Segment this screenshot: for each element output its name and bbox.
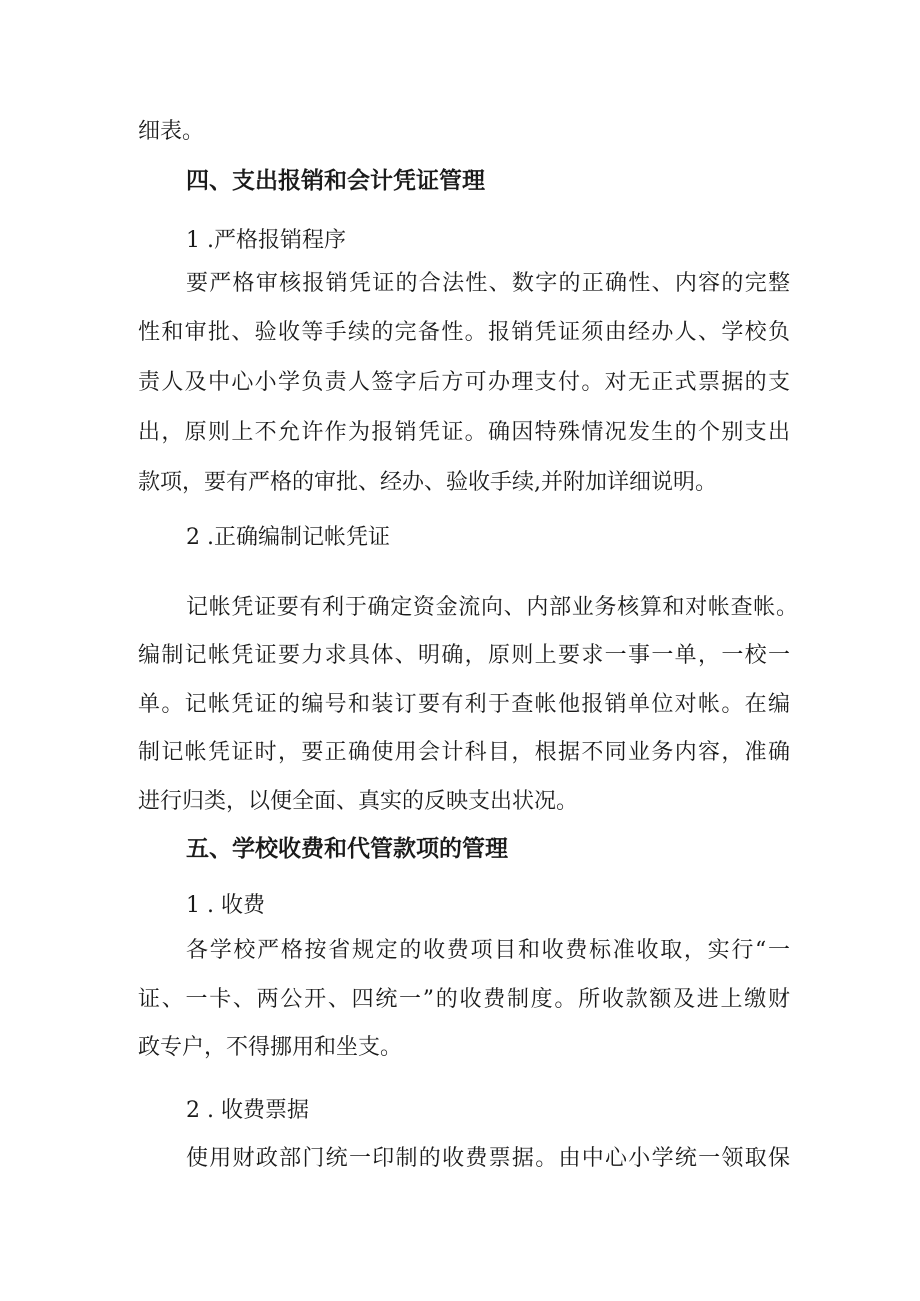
text-line: 记帐凭证要有利于确定资金流向、内部业务核算和对帐查帐。 [186,595,798,620]
subsection-heading: 1 . 收费 [186,893,265,918]
text-line: 款项，要有严格的审批、经办、验收手续,并附加详细说明。 [138,470,717,495]
text-line: 性和审批、验收等手续的完备性。报销凭证须由经办人、学校负 [138,320,790,345]
text-line: 要严格审核报销凭证的合法性、数字的正确性、内容的完整 [186,271,790,296]
text-line: 出，原则上不允许作为报销凭证。确因特殊情况发生的个别支出 [138,420,790,445]
section-heading: 四、支出报销和会计凭证管理 [186,168,485,194]
text-line: 单。记帐凭证的编号和装订要有利于查帐他报销单位对帐。在编 [138,692,790,717]
text-line: 编制记帐凭证要力求具体、明确，原则上要求一事一单，一校一 [138,643,790,668]
text-line: 制记帐凭证时，要正确使用会计科目，根据不同业务内容，准确 [138,740,790,765]
subsection-heading: 2 . 收费票据 [186,1098,309,1123]
section-heading: 五、学校收费和代管款项的管理 [186,836,508,862]
subsection-heading: 1 .严格报销程序 [186,228,346,253]
text-line: 责人及中心小学负责人签字后方可办理支付。对无正式票据的支 [138,370,790,395]
text-line: 使用财政部门统一印制的收费票据。由中心小学统一领取保 [186,1146,790,1171]
subsection-heading: 2 .正确编制记帐凭证 [186,525,390,550]
text-line: 证、一卡、两公开、四统一”的收费制度。所收款额及进上缴财 [138,987,790,1012]
text-line: 进行归类，以便全面、真实的反映支出状况。 [138,789,579,814]
text-line: 各学校严格按省规定的收费项目和收费标准收取，实行“一 [186,938,790,963]
text-line: 政专户，不得挪用和坐支。 [138,1035,403,1060]
text-line: 细表。 [138,119,205,144]
